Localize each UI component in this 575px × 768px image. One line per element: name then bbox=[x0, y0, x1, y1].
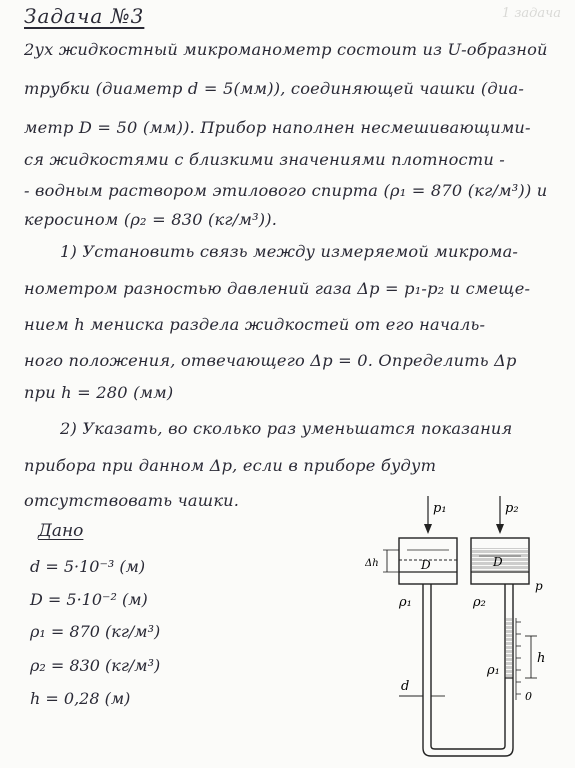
label-D-left: D bbox=[421, 558, 431, 572]
given-item: h = 0,28 (м) bbox=[30, 689, 131, 708]
given-item: D = 5·10⁻² (м) bbox=[30, 590, 148, 609]
label-p1: p₁ bbox=[433, 501, 447, 516]
micromanometer-figure bbox=[365, 490, 565, 768]
scale bbox=[516, 618, 521, 700]
problem-line: нием h мениска раздела жидкостей от его началь- bbox=[24, 315, 486, 334]
problem-line: прибора при данном Δp, если в приборе будут bbox=[24, 456, 437, 475]
problem-line: ся жидкостями с близкими значениями плотности - bbox=[24, 150, 505, 169]
given-heading: Дано bbox=[38, 521, 84, 541]
problem-line: ного положения, отвечающего Δp = 0. Определить Δp bbox=[24, 351, 517, 370]
label-rho1-right: ρ₁ bbox=[487, 663, 500, 678]
dh-dimension bbox=[383, 550, 399, 572]
given-item: ρ₂ = 830 (кг/м³) bbox=[30, 656, 161, 675]
problem-line: отсутствовать чашки. bbox=[24, 491, 240, 510]
micromanometer-diagram bbox=[365, 490, 565, 764]
label-p-side: p bbox=[535, 579, 543, 593]
label-h: h bbox=[537, 651, 546, 666]
label-p2: p₂ bbox=[505, 501, 519, 516]
given-item: d = 5·10⁻³ (м) bbox=[30, 557, 146, 576]
problem-line: - водным раствором этилового спирта (ρ₁ = 870 (кг/м³)) и bbox=[24, 181, 548, 200]
problem-title: Задача №3 bbox=[24, 4, 145, 28]
bleed-through-text: 1 задача bbox=[501, 6, 561, 21]
problem-line: трубки (диаметр d = 5(мм)), соединяющей чашки (диа- bbox=[24, 79, 524, 98]
problem-line: при h = 280 (мм) bbox=[24, 383, 174, 402]
h-dimension bbox=[525, 636, 537, 678]
given-item: ρ₁ = 870 (кг/м³) bbox=[30, 622, 161, 641]
label-rho2: ρ₂ bbox=[473, 595, 486, 610]
problem-line: керосином (ρ₂ = 830 (кг/м³)). bbox=[24, 210, 278, 229]
problem-line: 1) Установить связь между измеряемой микрома- bbox=[60, 242, 519, 261]
problem-line: 2) Указать, во сколько раз уменьшатся показания bbox=[60, 419, 513, 438]
label-zero: 0 bbox=[525, 690, 532, 703]
label-dh: Δh bbox=[365, 558, 379, 569]
label-D-right: D bbox=[493, 555, 503, 569]
problem-line: 2ух жидкостный микроманометр состоит из U-образной bbox=[24, 40, 548, 59]
problem-line: нометром разностью давлений газа Δp = p₁-p₂ и смеще- bbox=[24, 279, 531, 298]
label-d: d bbox=[401, 679, 410, 694]
label-rho1-left: ρ₁ bbox=[399, 595, 412, 610]
problem-line: метр D = 50 (мм)). Прибор наполнен несмешивающими- bbox=[24, 118, 531, 137]
